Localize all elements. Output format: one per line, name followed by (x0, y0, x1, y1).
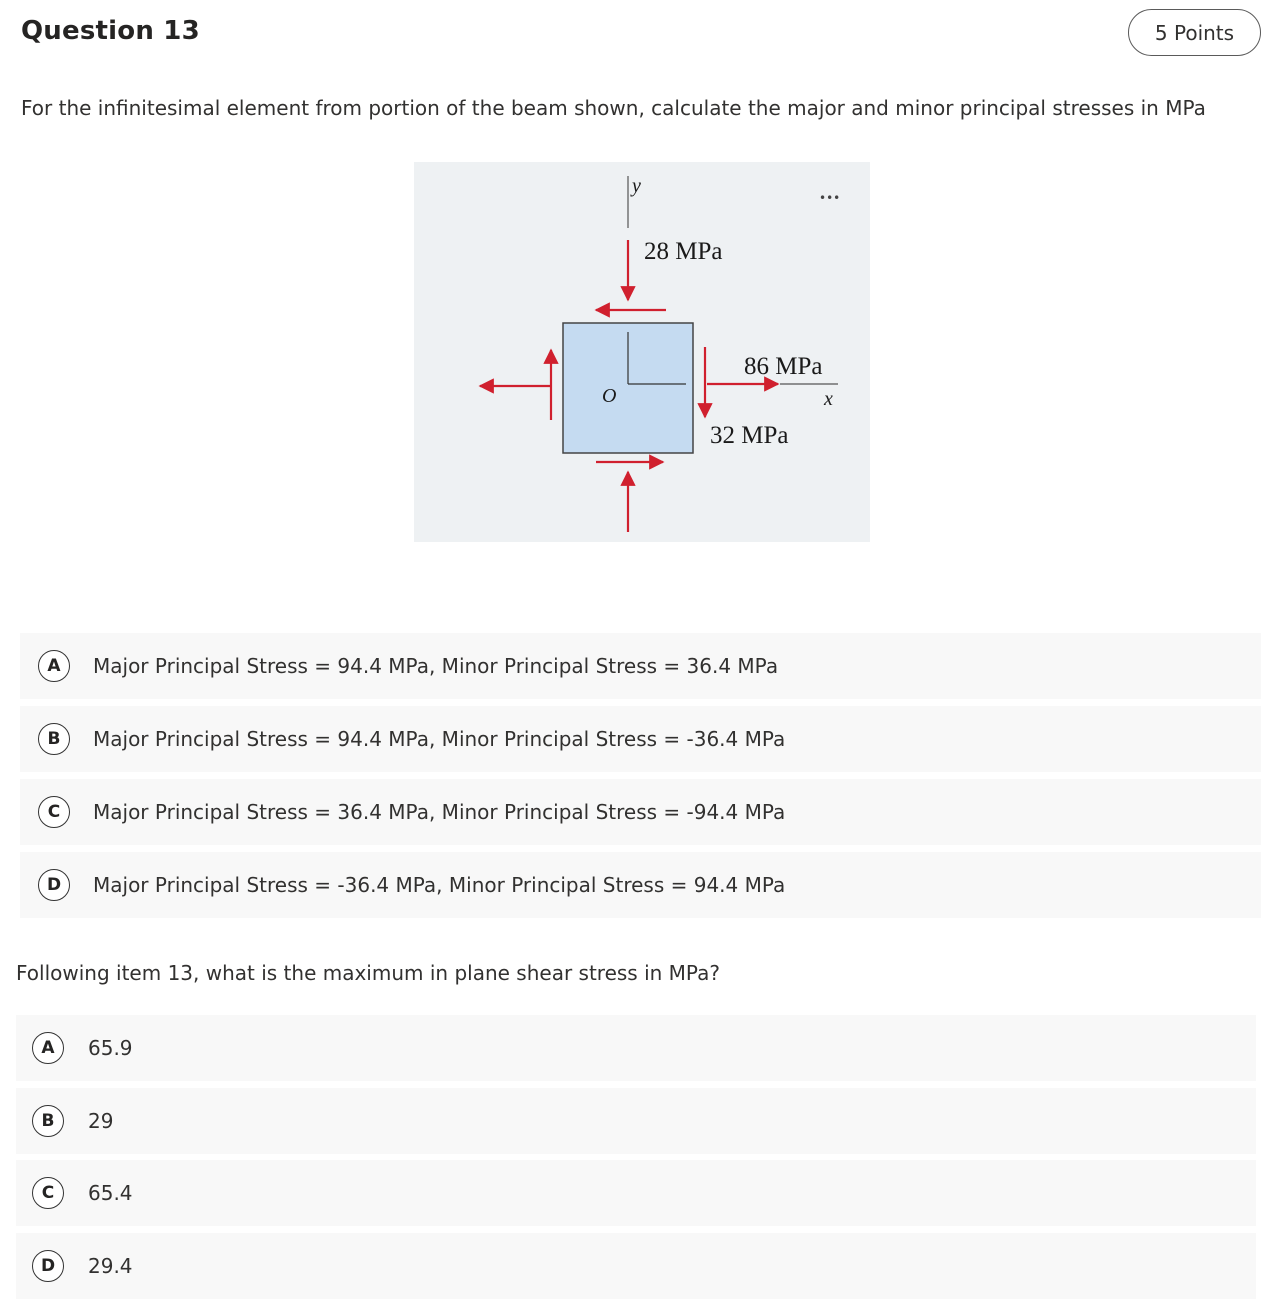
option-letter: B (32, 1105, 64, 1137)
option-letter: B (38, 723, 70, 755)
option-text: 29.4 (88, 1254, 133, 1278)
more-options-icon[interactable]: ••• (819, 191, 841, 205)
option-text: 29 (88, 1109, 114, 1133)
option-letter: C (38, 796, 70, 828)
option-letter: A (38, 650, 70, 682)
option-a[interactable] (20, 633, 1261, 699)
option-text: 65.4 (88, 1181, 133, 1205)
origin-label: O (602, 385, 617, 407)
question-title: Question 13 (21, 16, 200, 46)
x-axis-label: x (824, 388, 833, 410)
option-d[interactable] (20, 852, 1261, 918)
option-text: Major Principal Stress = 94.4 MPa, Minor Principal Stress = 36.4 MPa (93, 654, 779, 678)
option-text: Major Principal Stress = 94.4 MPa, Minor Principal Stress = -36.4 MPa (93, 727, 786, 751)
y-axis-label: y (632, 175, 641, 197)
option-text: Major Principal Stress = -36.4 MPa, Minor Principal Stress = 94.4 MPa (93, 873, 786, 897)
question-prompt: For the infinitesimal element from portion of the beam shown, calculate the major and minor principal stresses in MPa (21, 96, 1206, 120)
shear-option-d[interactable] (16, 1233, 1256, 1299)
label-86-mpa: 86 MPa (744, 353, 823, 380)
label-32-mpa: 32 MPa (710, 422, 789, 449)
option-text: 65.9 (88, 1036, 133, 1060)
stress-element-figure (414, 162, 870, 542)
shear-option-c[interactable] (16, 1160, 1256, 1226)
question-2-prompt: Following item 13, what is the maximum in plane shear stress in MPa? (16, 961, 720, 985)
option-b[interactable] (20, 706, 1261, 772)
label-28-mpa: 28 MPa (644, 238, 723, 265)
option-letter: D (32, 1250, 64, 1282)
option-c[interactable] (20, 779, 1261, 845)
shear-option-b[interactable] (16, 1088, 1256, 1154)
option-letter: A (32, 1032, 64, 1064)
points-badge: 5 Points (1128, 9, 1261, 56)
shear-option-a[interactable] (16, 1015, 1256, 1081)
option-text: Major Principal Stress = 36.4 MPa, Minor Principal Stress = -94.4 MPa (93, 800, 786, 824)
option-letter: C (32, 1177, 64, 1209)
option-letter: D (38, 869, 70, 901)
